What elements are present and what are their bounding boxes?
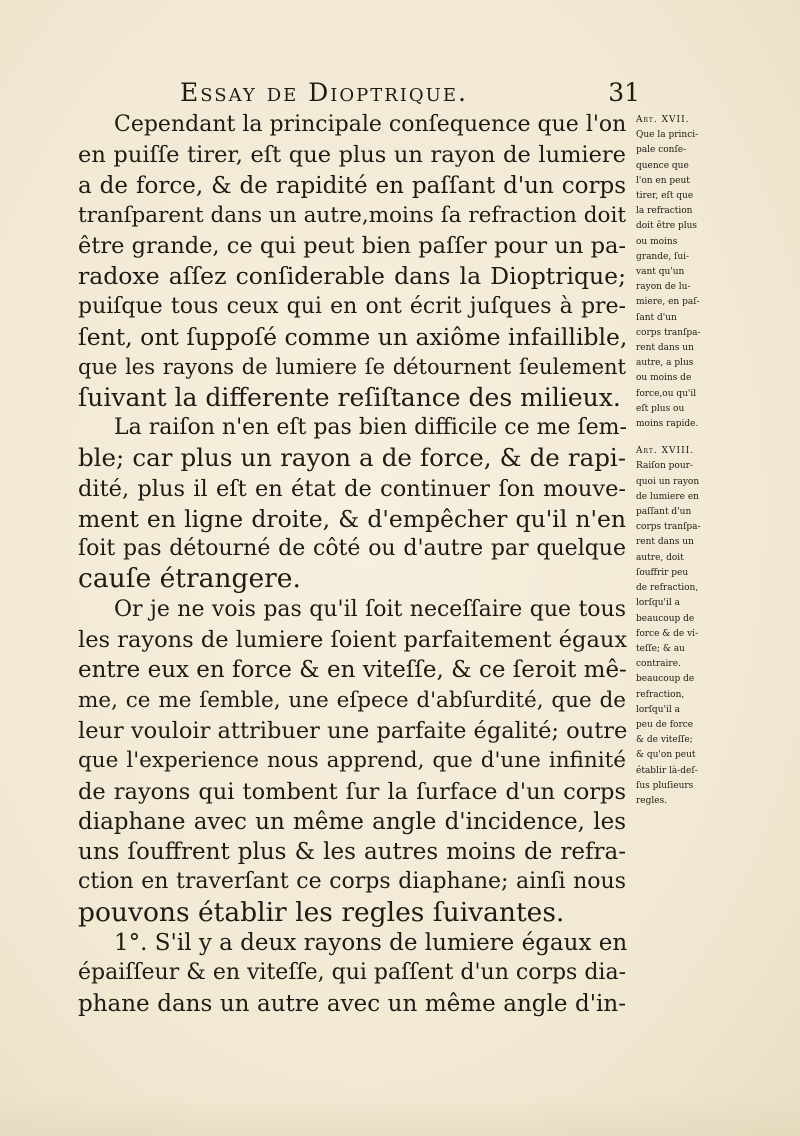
marginal-note-line: refraction, — [636, 689, 685, 700]
text-line: phane dans un autre avec un même angle d'in- — [78, 990, 626, 1017]
text-line: que l'experience nous apprend, que d'une infinité — [78, 748, 626, 774]
marginal-note-line: paſſant d'un — [636, 507, 692, 518]
marginal-note-line: force,ou qu'il — [636, 388, 697, 399]
text-line: radoxe aſſez conſiderable dans la Dioptrique; — [78, 262, 626, 291]
marginal-note-line: lorſqu'il a — [636, 598, 680, 609]
marginal-note-line: Que la princi- — [636, 130, 699, 141]
marginal-note-line: rent dans un — [636, 537, 694, 548]
marginal-note-line: autre, doit — [636, 552, 684, 563]
marginal-note-line: lorſqu'il a — [636, 704, 680, 715]
marginal-note-line: eſt plus ou — [636, 403, 685, 414]
text-line: ſoit pas détourné de côté ou d'autre par quelque — [78, 536, 626, 562]
marginal-note-line: Raiſon pour- — [636, 461, 693, 472]
text-line: en puiſſe tirer, eſt que plus un rayon de lumiere — [78, 142, 626, 169]
marginal-note-line: corps tranſpa- — [636, 327, 701, 338]
marginal-note-line: autre, a plus — [636, 358, 694, 369]
text-line: épaiſſeur & en viteſſe, qui paſſent d'un corps dia- — [78, 960, 626, 986]
text-line: de rayons qui tombent ſur la ſurface d'un corps — [78, 778, 626, 805]
text-line: tranſparent dans un autre,moins ſa refraction doit — [78, 202, 626, 228]
text-line: leur vouloir attribuer une parfaite égalité; outre — [78, 717, 628, 744]
page-number: 31 — [608, 78, 640, 107]
text-line: être grande, ce qui peut bien paſſer pour un pa- — [78, 233, 626, 260]
text-line: Or je ne vois pas qu'il ſoit neceſſaire que tous — [114, 596, 626, 622]
marginal-note-line: rayon de lu- — [636, 282, 691, 293]
marginal-note-line: ou moins — [636, 236, 678, 247]
marginal-note-line: peu de force — [636, 719, 694, 730]
marginal-note-line: miere, en paſ- — [636, 297, 700, 308]
text-line: diaphane avec un même angle d'incidence, les — [78, 808, 626, 835]
marginal-note-line: & qu'on peut — [636, 750, 696, 761]
marginal-note-line: teſſe; & au — [636, 643, 685, 654]
text-line: ble; car plus un rayon a de force, & de rapi- — [78, 443, 626, 473]
text-line: ſent, ont ſuppoſé comme un axiôme infaillible, — [78, 323, 628, 352]
text-line: ment en ligne droite, & d'empêcher qu'il n'en — [78, 504, 626, 533]
text-line: 1°. S'il y a deux rayons de lumiere égaux en — [114, 930, 628, 957]
page-header — [180, 78, 640, 114]
marginal-note-line: regles. — [636, 795, 668, 806]
marginal-note-line: établir là-deſ- — [636, 765, 698, 776]
marginal-notes — [636, 113, 796, 809]
text-line: a de force, & de rapidité en paſſant d'un corps — [78, 172, 626, 199]
text-line: Cependant la principale conſequence que l'on — [114, 112, 627, 137]
marginal-note-line: beaucoup de — [636, 613, 695, 624]
marginal-note-line: & de viteſſe; — [636, 735, 693, 746]
running-title: Essay de Dioptrique. — [180, 78, 468, 107]
marginal-note-line: vant qu'un — [636, 267, 685, 278]
main-text-block — [78, 110, 626, 1019]
marginal-note-line: ſant d'un — [636, 312, 677, 323]
marginal-note-line: force & de vi- — [636, 628, 699, 639]
text-line: que les rayons de lumiere ſe détournent ſeulement — [78, 355, 626, 380]
text-line: pouvons établir les regles ſuivantes. — [78, 896, 565, 928]
marginal-note-line: contraire. — [636, 659, 681, 670]
marginal-note-line: de lumiere en — [636, 491, 699, 502]
marginal-note-line: l'on en peut — [636, 175, 690, 186]
marginal-article-heading: Art. XVIII. — [636, 446, 695, 457]
text-line: me, ce me ſemble, une eſpece d'abſurdité, que de — [78, 687, 626, 713]
text-line: ction en traverſant ce corps diaphane; ainſi nous — [78, 869, 626, 895]
marginal-note-line: tirer, eſt que — [636, 191, 694, 202]
marginal-note-line: ou moins de — [636, 373, 692, 384]
text-line: dité, plus il eſt en état de continuer ſon mouve- — [78, 475, 626, 502]
text-line: les rayons de lumiere ſoient parfaitement égaux — [78, 627, 628, 654]
marginal-note-line: la refraction — [636, 206, 693, 217]
marginal-note-line: quence que — [636, 160, 689, 171]
marginal-note-line: rent dans un — [636, 343, 694, 354]
marginal-note-line: corps tranſpa- — [636, 522, 701, 533]
marginal-note-line: ſus pluſieurs — [636, 780, 694, 791]
marginal-note-line: ſouffrir peu — [636, 567, 689, 578]
text-line: puiſque tous ceux qui en ont écrit juſques à pre- — [78, 293, 626, 319]
text-line: cauſe étrangere. — [78, 563, 301, 595]
marginal-note-line: doit être plus — [636, 221, 698, 232]
marginal-note-line: de refraction, — [636, 583, 699, 594]
marginal-note-line: quoi un rayon — [636, 476, 700, 487]
page-bottom-edge — [0, 1096, 800, 1136]
text-line: ſuivant la differente reſiſtance des milieux. — [78, 382, 621, 412]
marginal-note-line: beaucoup de — [636, 674, 695, 685]
marginal-article-heading: Art. XVII. — [636, 115, 690, 125]
text-line: La raiſon n'en eſt pas bien difficile ce me ſem- — [114, 414, 627, 440]
text-line: uns ſouffrent plus & les autres moins de refra- — [78, 839, 626, 866]
text-line: entre eux en force & en viteſſe, & ce ſeroit mê- — [78, 657, 627, 684]
marginal-note-line: grande, ſui- — [636, 251, 690, 262]
marginal-note-line: moins rapide. — [636, 419, 699, 430]
marginal-note-line: pale conſe- — [636, 145, 687, 156]
